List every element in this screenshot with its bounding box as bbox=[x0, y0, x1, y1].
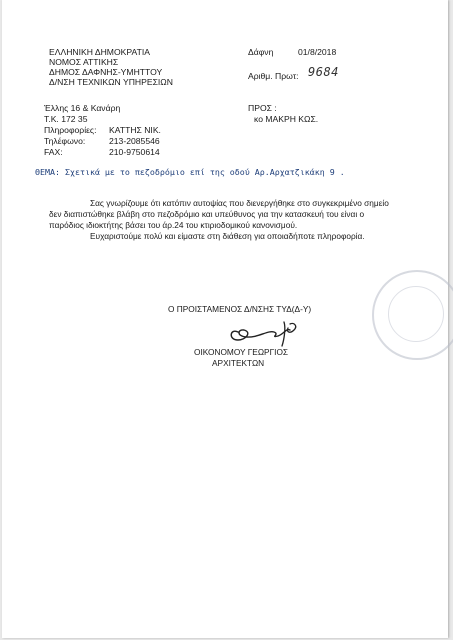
header-left-line-2: ΝΟΜΟΣ ΑΤΤΙΚΗΣ bbox=[49, 57, 119, 67]
header-left-line-3: ΔΗΜΟΣ ΔΑΦΝΗΣ-ΥΜΗΤΤΟΥ bbox=[49, 67, 163, 77]
contact-address: Έλλης 16 & Κανάρη bbox=[44, 103, 121, 113]
body-line-1: Σας γνωρίζουμε ότι κατόπιν αυτοψίας που διενεργήθηκε στο συγκεκριμένο σημείο bbox=[90, 198, 389, 208]
contact-postal: Τ.Κ. 172 35 bbox=[44, 114, 88, 124]
contact-fax-value: 210-9750614 bbox=[109, 147, 160, 157]
letter-page bbox=[2, 0, 448, 638]
signatory-name: ΟΙΚΟΝΟΜΟΥ ΓΕΩΡΓΙΟΣ bbox=[194, 347, 289, 357]
contact-phone-value: 213-2085546 bbox=[109, 136, 160, 146]
body-line-2: δεν διαπιστώθηκε βλάβη στο πεζοδρόμιο και υπεύθυνος για την κατασκευή του είναι ο bbox=[49, 209, 365, 219]
signatory-role: ΑΡΧΙΤΕΚΤΩΝ bbox=[212, 358, 265, 368]
recipient-name: κο ΜΑΚΡΗ ΚΩΣ. bbox=[254, 114, 319, 124]
header-left-line-4: Δ/ΝΣΗ ΤΕΧΝΙΚΩΝ ΥΠΗΡΕΣΙΩΝ bbox=[49, 77, 173, 87]
contact-phone-label: Τηλέφωνο: bbox=[44, 136, 86, 146]
signatory-title: Ο ΠΡΟΙΣΤΑΜΕΝΟΣ Δ/ΝΣΗΣ ΤΥΔ(Δ-Υ) bbox=[168, 304, 312, 314]
recipient-label: ΠΡΟΣ : bbox=[248, 103, 277, 113]
protocol-label: Αριθμ. Πρωτ: bbox=[248, 71, 299, 81]
contact-fax-label: FAX: bbox=[44, 147, 63, 157]
protocol-number: 9684 bbox=[308, 65, 339, 79]
letter-date: 01/8/2018 bbox=[298, 47, 337, 57]
body-line-3: παρόδιος ιδιοκτήτης βάσει του άρ.24 του κτιριοδομικού κανονισμού. bbox=[49, 220, 298, 230]
handwritten-signature bbox=[224, 318, 308, 348]
subject-line: ΘΕΜΑ: Σχετικά με το πεζοδρόμιο επί της οδού Αρ.Αρχατζικάκη 9 . bbox=[35, 167, 345, 177]
place-name: Δάφνη bbox=[248, 47, 274, 57]
contact-info-label: Πληροφορίες: bbox=[44, 125, 97, 135]
official-stamp bbox=[372, 270, 453, 360]
contact-info-value: ΚΑΤΤΗΣ ΝΙΚ. bbox=[109, 125, 161, 135]
header-left-line-1: ΕΛΛΗΝΙΚΗ ΔΗΜΟΚΡΑΤΙΑ bbox=[49, 47, 150, 57]
body-line-4: Ευχαριστούμε πολύ και είμαστε στη διάθεση για οποιαδήποτε πληροφορία. bbox=[90, 231, 365, 241]
